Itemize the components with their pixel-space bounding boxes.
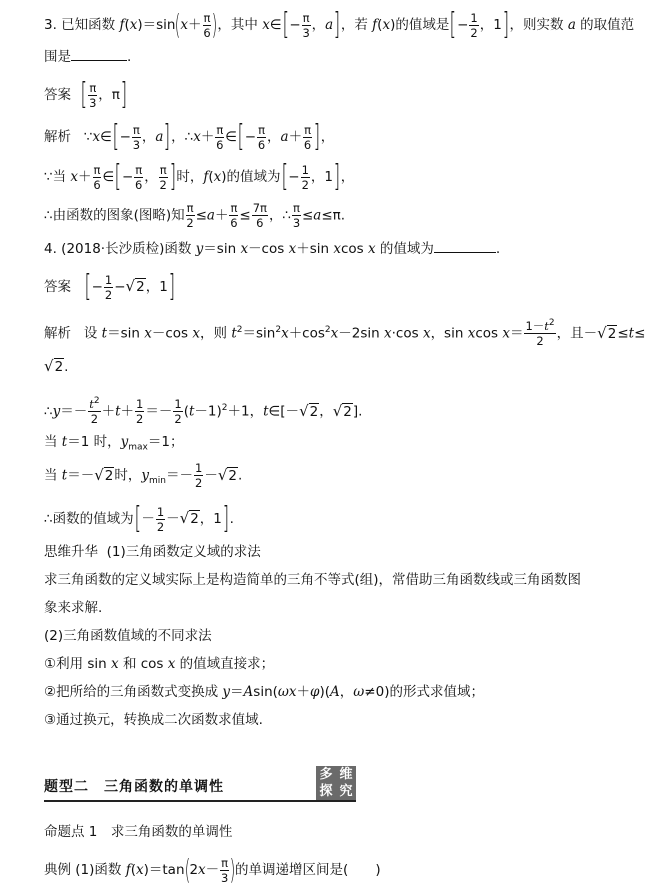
badge-char-1: 多 bbox=[319, 766, 333, 782]
q4-answer: 答案 [− $\frac{1}{2}$ −√2，1] bbox=[44, 269, 175, 304]
q4-solution-4: 当 t＝－√2时，$y_{min}=-$ $\frac{1}{2}$ －√2. bbox=[44, 461, 243, 490]
section-title: 题型二 三角函数的单调性 bbox=[44, 779, 224, 795]
q3-answer: 答案 [ $\frac{\pi}{3}$ ，π] bbox=[44, 77, 127, 112]
badge-char-4: 究 bbox=[339, 783, 353, 799]
q3-solution-2: ∵当 x＋ $\frac{\pi}{6}$ ∈[− $\frac{\pi}{6}$ ， $\frac{\pi}{2}$ ]时，f(x)的值域为[− $\frac{1}{2}$ ，1]， bbox=[44, 159, 355, 194]
siwei-heading bbox=[44, 542, 620, 562]
q4-solution-3: 当 t＝1 时，$y_{max}=1$； bbox=[44, 434, 184, 453]
siwei-p2-item1: ①利用 sin x 和 cos x 的值域直接求； bbox=[44, 656, 275, 672]
badge-char-3: 探 bbox=[319, 783, 333, 799]
q3-answer-label: 答案 bbox=[44, 87, 71, 103]
mtd-title: 命题点 1 求三角函数的单调性 bbox=[44, 824, 233, 840]
section-header bbox=[44, 768, 356, 802]
siwei-p2-item3: ③通过换元，转换成二次函数求值域. bbox=[44, 712, 263, 728]
section-badge bbox=[316, 766, 356, 800]
q4-statement: 4. (2018·长沙质检)函数 y＝sin x－cos x＋sin xcos x 的值域为 . bbox=[44, 238, 620, 259]
q3-statement: 3. 已知函数 f(x)＝sin(x＋ $\frac{\pi}{6}$ )，其中 x∈[− $\frac{\pi}{3}$ ，a]，若 f(x)的值域是[− $\frac{1}{2}$ ，1]，则实数 a 的取值范 bbox=[44, 7, 635, 42]
q4-solution-1-cont: √2. bbox=[44, 357, 69, 375]
mtd-example: 典例 (1)函数 f(x)＝tan(2x－ $\frac{\pi}{3}$ )的单调递增区间是( ) bbox=[44, 853, 381, 886]
siwei-p1-title: (1)三角函数定义域的求法 bbox=[106, 544, 261, 560]
siwei-p1-body-b: 象来求解. bbox=[44, 600, 103, 616]
q3-jx-label: 解析 bbox=[44, 129, 71, 145]
siwei-p1-body-a: 求三角函数的定义域实际上是构造简单的三角不等式(组)，常借助三角函数线或三角函数图 bbox=[44, 572, 582, 588]
q4-solution-2: ∴y＝－ $\frac{t^2}{2}$ ＋t＋ $\frac{1}{2}$ ＝－ $\frac{1}{2}$ $(t-1)^2+1$，t∈[－√2，√2]. bbox=[44, 396, 363, 426]
q4-answer-label: 答案 bbox=[44, 279, 71, 295]
siwei-p2-item2: ②把所给的三角函数式变换成 y＝Asin(ωx＋φ)(A，ω≠0)的形式求值域； bbox=[44, 684, 484, 700]
q3-solution-3: ∴由函数的图象(图略)知 $\frac{\pi}{2}$ ≤a＋ $\frac{\pi}{6}$ ≤ $\frac{7\pi}{6}$ ，∴ $\frac{\pi}{3}$ ≤a≤π. bbox=[44, 201, 346, 230]
siwei-title: 思维升华 bbox=[44, 544, 98, 560]
q4-solution-5: ∴函数的值域为[－ $\frac{1}{2}$ －√2，1]. bbox=[44, 501, 234, 536]
q4-jx-label: 解析 bbox=[44, 325, 71, 342]
siwei-p2-title: (2)三角函数值域的不同求法 bbox=[44, 628, 212, 644]
badge-char-2: 维 bbox=[339, 766, 353, 782]
q4-solution-1: 解析 设 t＝sin x－cos x，则 $t^2=\sin^2x+\cos^2x-2\sin$ x·cos x，sin xcos x＝ $\frac{1-t^2}{2}$ ，且－√2≤t≤ bbox=[44, 318, 645, 348]
q3-solution-1: 解析 ∵x∈[− $\frac{\pi}{3}$ ，a]，∴x＋ $\frac{\pi}{6}$ ∈[− $\frac{\pi}{6}$ ，a＋ $\frac{\pi}{6}$ ]， bbox=[44, 119, 335, 154]
q3-statement-cont: 围是 . bbox=[44, 46, 620, 67]
